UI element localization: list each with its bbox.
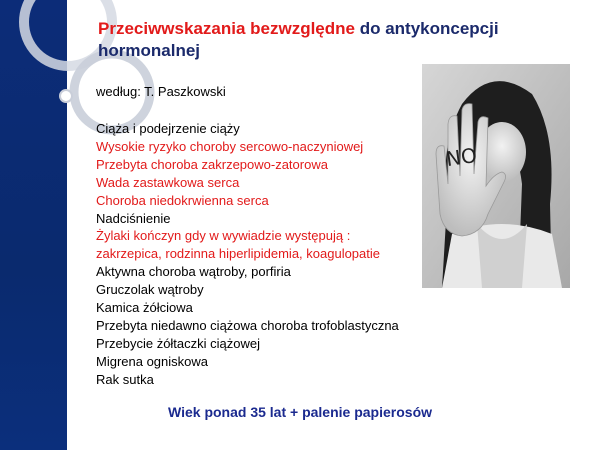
- author-line: według: T. Paszkowski: [96, 84, 226, 99]
- title-emphasis: Przeciwwskazania bezwzględne: [98, 19, 355, 38]
- list-item: Ciąża i podejrzenie ciąży: [96, 121, 240, 136]
- contraindication-list: [96, 120, 399, 389]
- list-item: Kamica żółciowa: [96, 300, 193, 316]
- list-item: Rak sutka: [96, 371, 154, 387]
- list-item: Gruczolak wątroby: [96, 282, 204, 298]
- list-item: Aktywna choroba wątroby, porfiria: [96, 264, 291, 280]
- list-item: Nadciśnienie: [96, 210, 171, 226]
- list-item: Wada zastawkowa serca: [96, 174, 240, 190]
- footer-note: Wiek ponad 35 lat + palenie papierosów: [168, 404, 433, 420]
- palm-text: NO: [444, 142, 479, 172]
- list-item: Przebyta choroba zakrzepowo-zatorowa: [96, 156, 328, 172]
- list-item: Przebycie żółtaczki ciążowej: [96, 335, 261, 351]
- list-item: Migrena ogniskowa: [96, 353, 209, 369]
- list-item: Przebyta niedawno ciążowa choroba trofoblastyczna: [96, 317, 399, 333]
- list-item: Żylaki kończyn gdy w wywiadzie występują :: [96, 228, 351, 244]
- woman-photo: [422, 64, 570, 288]
- title-rest: do antykoncepcji hormonalnej: [98, 19, 499, 60]
- list-item: zakrzepica, rodzinna hiperlipidemia, koagulopatie: [96, 246, 381, 262]
- list-item: Choroba niedokrwienna serca: [96, 192, 269, 208]
- slide-title: [98, 18, 568, 62]
- list-item: Wysokie ryzyko choroby sercowo-naczyniowej: [96, 138, 364, 154]
